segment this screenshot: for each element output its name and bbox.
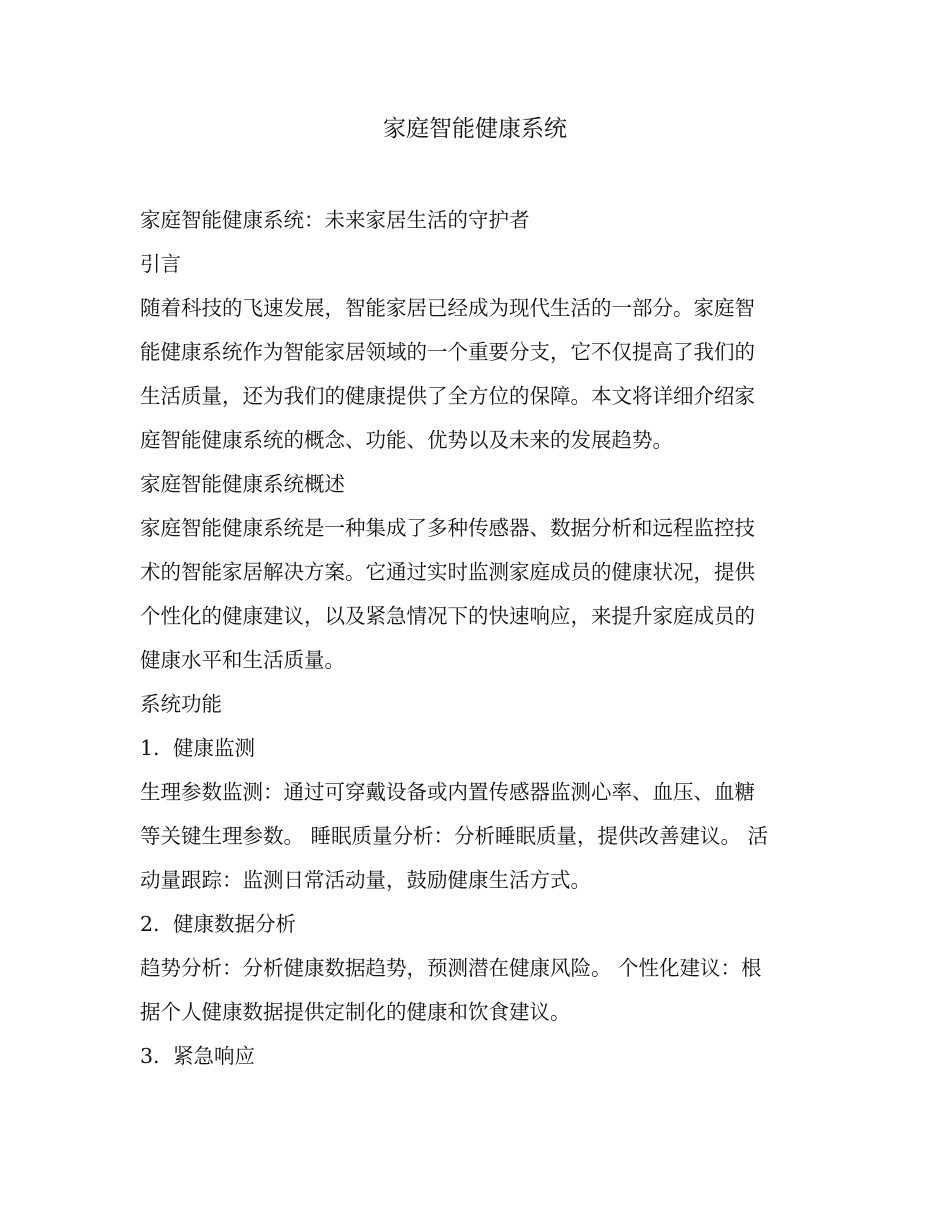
function-item-label: 健康数据分析 <box>173 912 296 936</box>
intro-line: 庭智能健康系统的概念、功能、优势以及未来的发展趋势。 <box>140 428 673 452</box>
function-item-paragraph <box>140 946 810 1034</box>
intro-heading: 引言 <box>140 252 181 276</box>
function-item-label: 紧急响应 <box>173 1044 255 1068</box>
function-item-line: 动量跟踪：监测日常活动量，鼓励健康生活方式。 <box>140 868 591 892</box>
document-subtitle: 家庭智能健康系统：未来家居生活的守护者 <box>140 208 530 232</box>
intro-line: 生活质量，还为我们的健康提供了全方位的保障。本文将详细介绍家 <box>140 384 755 408</box>
function-item-number: 2. <box>140 912 160 936</box>
overview-line: 术的智能家居解决方案。它通过实时监测家庭成员的健康状况，提供 <box>140 560 755 584</box>
intro-paragraph <box>140 286 810 462</box>
function-item-paragraph <box>140 770 810 902</box>
function-item-line: 趋势分析：分析健康数据趋势，预测潜在健康风险。 个性化建议：根 <box>140 956 762 980</box>
function-item-heading <box>140 902 810 946</box>
function-item-line: 生理参数监测：通过可穿戴设备或内置传感器监测心率、血压、血糖 <box>140 780 755 804</box>
document-title: 家庭智能健康系统 <box>383 116 567 142</box>
function-item-line: 据个人健康数据提供定制化的健康和饮食建议。 <box>140 1000 571 1024</box>
intro-line: 能健康系统作为智能家居领域的一个重要分支，它不仅提高了我们的 <box>140 340 755 364</box>
function-item-line: 等关键生理参数。 睡眠质量分析：分析睡眠质量，提供改善建议。 活 <box>140 824 769 848</box>
functions-heading: 系统功能 <box>140 692 222 716</box>
function-item-label: 健康监测 <box>173 736 255 760</box>
function-item-number: 3. <box>140 1044 160 1068</box>
function-item-heading <box>140 726 810 770</box>
overview-paragraph <box>140 506 810 682</box>
intro-line: 随着科技的飞速发展，智能家居已经成为现代生活的一部分。家庭智 <box>140 296 755 320</box>
overview-heading: 家庭智能健康系统概述 <box>140 472 345 496</box>
overview-line: 家庭智能健康系统是一种集成了多种传感器、数据分析和远程监控技 <box>140 516 755 540</box>
overview-line: 个性化的健康建议，以及紧急情况下的快速响应，来提升家庭成员的 <box>140 604 755 628</box>
function-item-number: 1. <box>140 736 160 760</box>
overview-line: 健康水平和生活质量。 <box>140 648 345 672</box>
function-item-heading <box>140 1034 810 1078</box>
